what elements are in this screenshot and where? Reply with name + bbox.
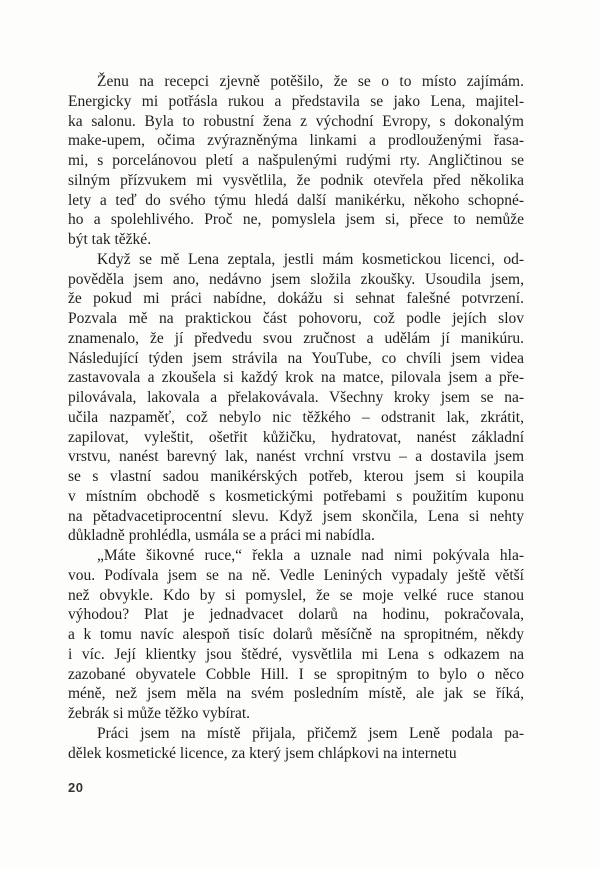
text-line: mi, s porcelánovou pletí a našpulenými rudými rty. Angličtinou se xyxy=(68,152,524,169)
text-line: než obvykle. Kdo by si pomyslel, že se moje velké ruce stanou xyxy=(68,586,524,604)
text-line: vou. Podívala jsem se na ně. Vedle Leniných vypadaly ještě větší xyxy=(68,566,524,584)
text-line: Energicky mi potřásla rukou a představila se jako Lena, majitel- xyxy=(68,92,524,110)
text-line: zastavovala a zkoušela si každý krok na matce, pilovala jsem a pře- xyxy=(68,369,524,387)
text-line: výhodou? Plat je jednadvacet dolarů na hodinu, pokračovala, xyxy=(68,606,524,624)
text-line: i víc. Její klientky jsou štědré, vysvětlila mi Lena s odkazem na xyxy=(68,645,524,663)
text-line: vrstvu, nanést barevný lak, nanést vrchní vrstvu – a dostavila jsem xyxy=(68,448,524,466)
text-line: žebrák si může těžko vybírat. xyxy=(68,705,251,722)
text-line: ho a spolehlivého. Proč ne, pomyslela jsem si, přece to nemůže xyxy=(68,211,524,229)
text-line: zapilovat, vyleštit, ošetřit kůžičku, hydratovat, nanést základní xyxy=(68,428,524,446)
text-line: lety a teď do svého týmu hledá další manikérku, někoho schopné- xyxy=(68,191,524,209)
text-line: se s vlastní sadou manikérských potřeb, kterou jsem si koupila xyxy=(68,468,524,485)
text-line: Práci jsem na místě přijala, přičemž jsem Leně podala pa- xyxy=(97,724,524,742)
text-line: Ženu na recepci zjevně potěšilo, že se o to místo zajímám. xyxy=(97,73,524,90)
text-line: pilovávala, lakovala a přelakovávala. Všechny kroky jsem se na- xyxy=(68,389,524,406)
text-line: méně, než jsem měla na svém posledním místě, ale jak se říká, xyxy=(68,685,524,703)
text-line: pověděla jsem ano, nedávno jsem složila zkoušky. Usoudila jsem, xyxy=(68,270,524,288)
paragraph xyxy=(68,250,524,546)
text-line: že pokud mi práci nabídne, dokážu si sehnat falešné potvrzení. xyxy=(68,290,524,308)
text-line: učila nazpaměť, což nebylo nic těžkého – odstranit lak, zkrátit, xyxy=(68,408,524,426)
page-number: 20 xyxy=(68,780,84,795)
text-line: Pozvala mě na praktickou část pohovoru, což podle jejích slov xyxy=(68,310,524,327)
text-block xyxy=(68,72,524,763)
text-line: ka salonu. Byla to robustní žena z východní Evropy, s dokonalým xyxy=(68,112,524,130)
text-line: silným přízvukem mi vysvětlila, že podnik otevřela před několika xyxy=(68,171,524,189)
text-line: „Máte šikovné ruce,“ řekla a uznale nad nimi pokývala hla- xyxy=(97,547,524,564)
text-line: dělek kosmetické licence, za který jsem chlápkovi na internetu xyxy=(68,744,457,762)
text-line: make-upem, očima zvýrazněnýma linkami a prodlouženými řasa- xyxy=(68,132,524,150)
paragraph xyxy=(68,546,524,724)
text-line: zazobané obyvatele Cobble Hill. I se spropitným to bylo o něco xyxy=(68,665,524,683)
text-line: být tak těžké. xyxy=(68,231,152,248)
text-line: a k tomu navíc alespoň tisíc dolarů měsíčně na spropitném, někdy xyxy=(68,626,524,643)
text-line: Následující týden jsem strávila na YouTube, co chvíli jsem videa xyxy=(68,349,524,367)
text-line: Když se mě Lena zeptala, jestli mám kosmetickou licenci, od- xyxy=(97,250,524,268)
text-line: v místním obchodě s kosmetickými potřebami s použitím kuponu xyxy=(68,487,524,505)
text-line: znamenalo, že jí předvedu svou zručnost a udělám jí manikúru. xyxy=(68,329,524,347)
text-line: důkladně prohlédla, usmála se a práci mi nabídla. xyxy=(68,527,375,545)
text-line: na pětadvacetiprocentní slevu. Když jsem skončila, Lena si nehty xyxy=(68,507,524,525)
paragraph xyxy=(68,72,524,250)
paragraph xyxy=(68,724,524,764)
